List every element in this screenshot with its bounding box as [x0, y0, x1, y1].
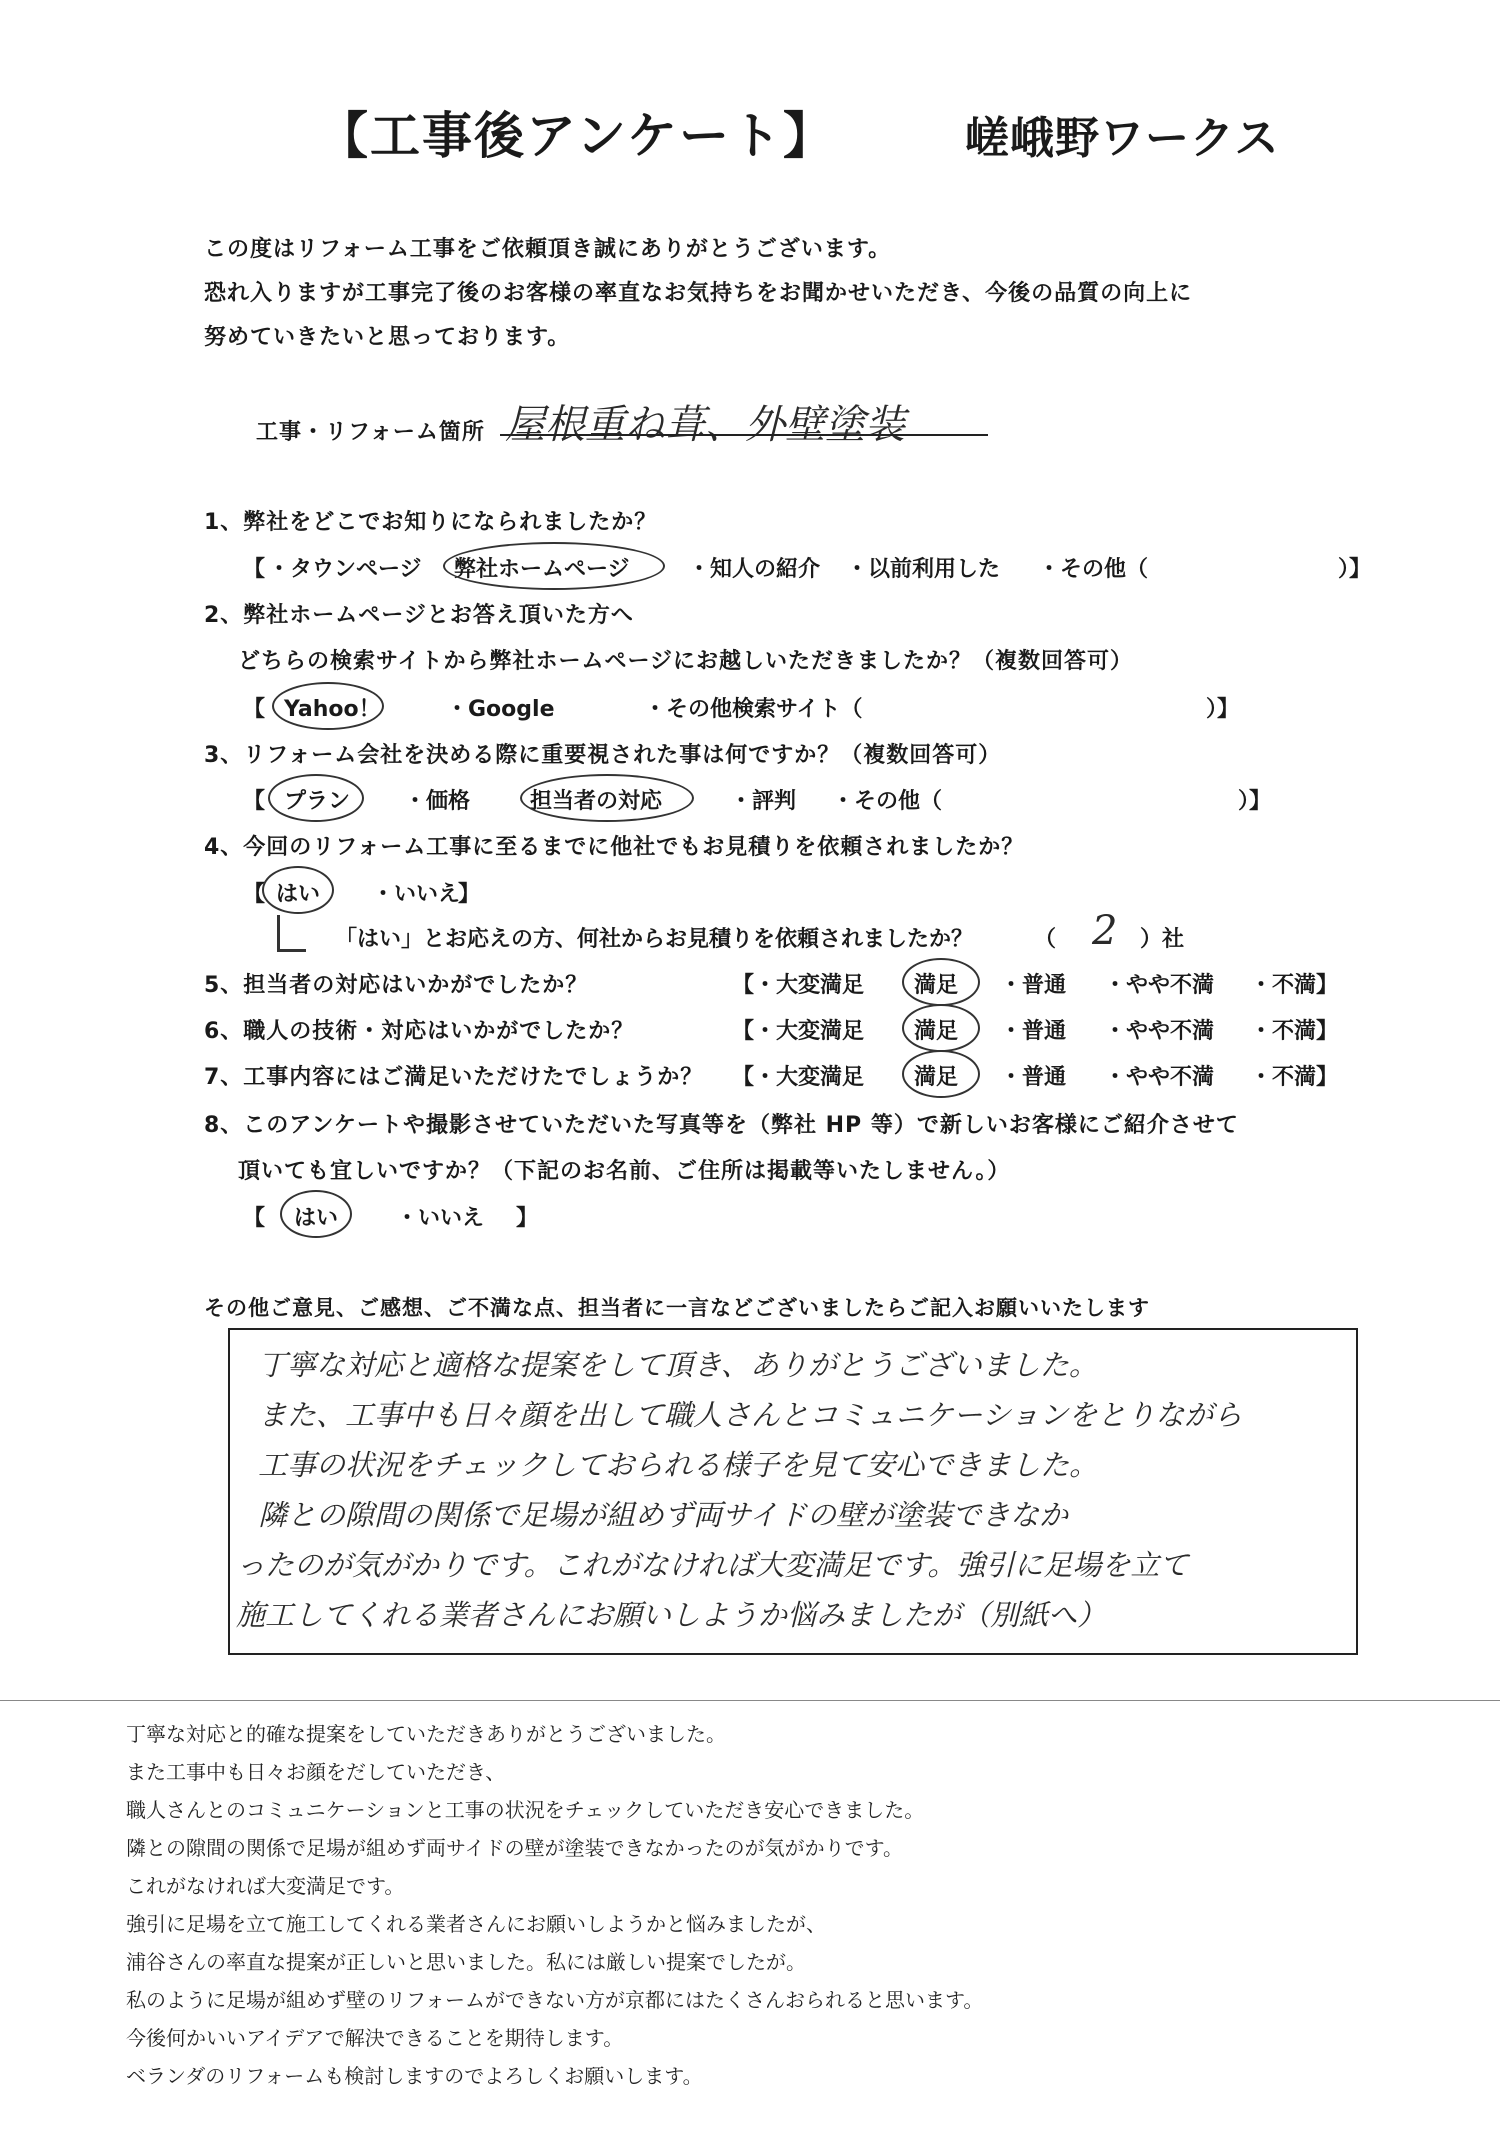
q1-option-townpage: ・タウンページ	[268, 557, 422, 582]
handwritten-line-1: 丁寧な対応と適格な提案をして頂き、ありがとうございました。	[258, 1348, 1098, 1382]
q5-option-somewhat-dissatisfied: ・やや不満	[1104, 973, 1215, 998]
section-divider	[0, 1700, 1500, 1701]
survey-title: 【工事後アンケート】	[318, 107, 835, 165]
q7-option-normal: ・普通	[1000, 1065, 1067, 1090]
q2-bracket-close: ）】	[1206, 697, 1240, 722]
question-7: 7、工事内容にはご満足いただけたでしょうか？	[204, 1065, 704, 1090]
q7-option-somewhat-dissatisfied: ・やや不満	[1104, 1065, 1215, 1090]
handwritten-line-4: 隣との隙間の関係で足場が組めず両サイドの壁が塗装できなか	[258, 1498, 1068, 1532]
q8-option-yes: はい	[294, 1206, 339, 1231]
followup-arrow-icon	[277, 915, 306, 952]
q5-option-very-satisfied: 【・大変満足	[732, 973, 865, 998]
question-8-sub: 頂いても宜しいですか？（下記のお名前、ご住所は掲載等いたしません。）	[238, 1159, 1011, 1184]
question-5: 5、担当者の対応はいかがでしたか？	[204, 973, 589, 998]
q2-option-other-search: ・その他検索サイト（	[644, 697, 863, 722]
q4-count-close: ）社	[1140, 927, 1185, 952]
q5-option-normal: ・普通	[1000, 973, 1067, 998]
intro-line-3: 努めていきたいと思っております。	[204, 325, 571, 350]
q4-followup: 「はい」とお応えの方、何社からお見積りを依頼されましたか？	[335, 927, 974, 952]
q3-option-reputation: ・評判	[730, 789, 797, 814]
location-underline	[500, 434, 988, 436]
q7-option-very-satisfied: 【・大変満足	[732, 1065, 865, 1090]
transcription-line-8: 私のように足場が組めず壁のリフォームができない方が京都にはたくさんおられると思います。	[126, 1988, 984, 2012]
q6-option-normal: ・普通	[1000, 1019, 1067, 1044]
q1-option-homepage: 弊社ホームページ	[454, 557, 630, 582]
question-2-sub: どちらの検索サイトから弊社ホームページにお越しいただきましたか？（複数回答可）	[238, 649, 1134, 674]
q1-bracket-close: ）】	[1338, 557, 1372, 582]
question-4: 4、今回のリフォーム工事に至るまでに他社でもお見積りを依頼されましたか？	[204, 835, 1025, 860]
q3-option-price: ・価格	[404, 789, 471, 814]
q2-option-google: ・Google	[446, 697, 555, 722]
transcription-line-7: 浦谷さんの率直な提案が正しいと思いました。私には厳しい提案でしたが。	[126, 1950, 806, 1974]
question-8: 8、このアンケートや撮影させていただいた写真等を（弊社 HP 等）で新しいお客様にご紹介させて	[204, 1113, 1239, 1138]
q3-bracket-open: 【	[243, 789, 266, 814]
q4-count-open: （	[1034, 927, 1057, 952]
handwritten-line-6: 施工してくれる業者さんにお願いしようか悩みましたが（別紙へ）	[236, 1598, 1107, 1632]
q1-option-referral: ・知人の紹介	[688, 557, 821, 582]
comments-prompt: その他ご意見、ご感想、ご不満な点、担当者に一言などございましたらご記入お願いいたします	[204, 1296, 1150, 1320]
q4-option-no: ・いいえ	[372, 882, 461, 907]
intro-line-1: この度はリフォーム工事をご依頼頂き誠にありがとうございます。	[204, 237, 892, 262]
q5-option-dissatisfied: ・不満】	[1250, 973, 1339, 998]
q6-option-very-satisfied: 【・大変満足	[732, 1019, 865, 1044]
q6-option-somewhat-dissatisfied: ・やや不満	[1104, 1019, 1215, 1044]
transcription-line-1: 丁寧な対応と的確な提案をしていただきありがとうございました。	[126, 1722, 726, 1746]
q1-option-other: ・その他（	[1038, 557, 1149, 582]
q8-option-no: ・いいえ	[396, 1206, 485, 1231]
transcription-line-10: ベランダのリフォームも検討しますのでよろしくお願いします。	[126, 2064, 703, 2088]
intro-line-2: 恐れ入りますが工事完了後のお客様の率直なお気持ちをお聞かせいただき、今後の品質の向上に	[204, 281, 1193, 306]
handwritten-line-2: また、工事中も日々顔を出して職人さんとコミュニケーションをとりながら	[258, 1398, 1243, 1432]
q4-bracket-close: 】	[458, 882, 481, 907]
q2-option-yahoo: Yahoo！	[284, 697, 381, 722]
transcription-line-2: また工事中も日々お顔をだしていただき、	[126, 1760, 506, 1784]
question-2: 2、弊社ホームページとお答え頂いた方へ	[204, 603, 634, 628]
q6-option-dissatisfied: ・不満】	[1250, 1019, 1339, 1044]
q3-option-other: ・その他（	[832, 789, 943, 814]
transcription-line-9: 今後何かいいアイデアで解決できることを期待します。	[126, 2026, 624, 2050]
q5-option-satisfied: 満足	[914, 973, 959, 998]
company-name: 嵯峨野ワークス	[965, 113, 1280, 164]
transcription-line-4: 隣との隙間の関係で足場が組めず両サイドの壁が塗装できなかったのが気がかりです。	[126, 1836, 903, 1860]
transcription-line-3: 職人さんとのコミュニケーションと工事の状況をチェックしていただき安心できました。	[126, 1798, 925, 1822]
q1-bracket-open: 【	[243, 557, 266, 582]
handwritten-line-5: ったのが気がかりです。これがなければ大変満足です。強引に足場を立て	[236, 1548, 1189, 1582]
q1-option-previous: ・以前利用した	[846, 557, 1001, 582]
transcription-line-6: 強引に足場を立て施工してくれる業者さんにお願いしようかと悩みましたが、	[126, 1912, 826, 1936]
q4-count-value: 2	[1092, 908, 1118, 954]
q4-bracket-open: 【	[243, 882, 266, 907]
question-6: 6、職人の技術・対応はいかがでしたか？	[204, 1019, 635, 1044]
handwritten-line-3: 工事の状況をチェックしておられる様子を見て安心できました。	[258, 1448, 1099, 1482]
question-1: 1、弊社をどこでお知りになられましたか？	[204, 510, 658, 535]
q4-option-yes: はい	[276, 882, 321, 907]
location-label: 工事・リフォーム箇所	[256, 420, 485, 445]
question-3: 3、リフォーム会社を決める際に重要視された事は何ですか？（複数回答可）	[204, 743, 1002, 768]
q8-bracket-close: 】	[516, 1206, 539, 1231]
q2-bracket-open: 【	[243, 697, 266, 722]
q6-option-satisfied: 満足	[914, 1019, 959, 1044]
q3-option-plan: プラン	[284, 789, 351, 814]
q3-option-staff: 担当者の対応	[530, 789, 663, 814]
location-value: 屋根重ね葺、外壁塗装	[505, 402, 905, 448]
q8-bracket-open: 【	[243, 1206, 266, 1231]
q7-option-satisfied: 満足	[914, 1065, 959, 1090]
q3-bracket-close: ）】	[1238, 789, 1272, 814]
transcription-line-5: これがなければ大変満足です。	[126, 1874, 405, 1898]
q7-option-dissatisfied: ・不満】	[1250, 1065, 1339, 1090]
